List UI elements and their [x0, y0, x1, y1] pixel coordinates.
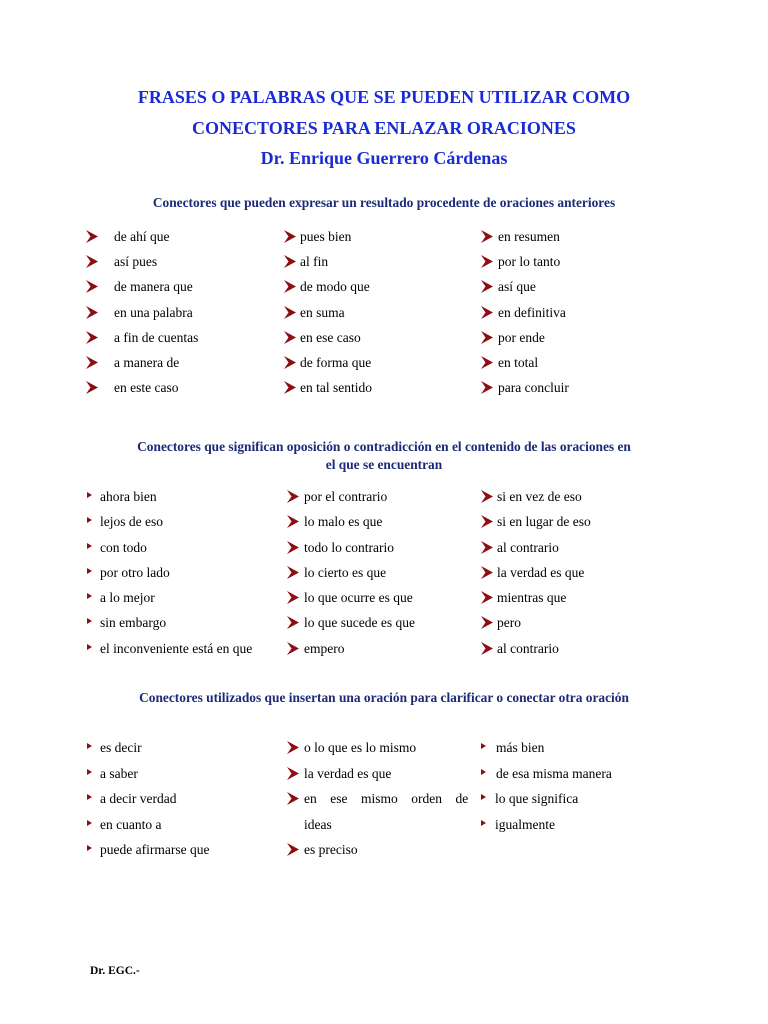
triangle-bullet-icon [481, 743, 486, 749]
list-item: de manera que [86, 278, 193, 295]
chevron-bullet-icon [86, 255, 98, 268]
list-item: lo que significa [481, 790, 578, 807]
chevron-bullet-icon [481, 541, 493, 554]
list-item: si en lugar de eso [481, 513, 591, 530]
chevron-bullet-icon [287, 741, 299, 754]
list-item: por ende [481, 329, 545, 346]
chevron-bullet-icon [86, 331, 98, 344]
triangle-bullet-icon [87, 618, 92, 624]
list-item: el inconveniente está en que [87, 640, 252, 657]
triangle-bullet-icon [87, 492, 92, 498]
list-item: en este caso [86, 379, 178, 396]
triangle-bullet-icon [481, 769, 486, 775]
list-item: por lo tanto [481, 253, 560, 270]
chevron-bullet-icon [287, 541, 299, 554]
list-item: pero [481, 614, 521, 631]
chevron-bullet-icon [481, 331, 493, 344]
list-item: más bien [481, 739, 544, 756]
list-item: lo malo es que [287, 513, 382, 530]
triangle-bullet-icon [87, 517, 92, 523]
list-item: por otro lado [87, 564, 170, 581]
list-item: de forma que [284, 354, 371, 371]
list-item: mientras que [481, 589, 566, 606]
chevron-bullet-icon [284, 230, 296, 243]
list-item: en ese mismo orden de [287, 790, 468, 807]
triangle-bullet-icon [87, 593, 92, 599]
list-item: empero [287, 640, 344, 657]
chevron-bullet-icon [481, 591, 493, 604]
chevron-bullet-icon [287, 792, 299, 805]
list-item: de modo que [284, 278, 370, 295]
chevron-bullet-icon [287, 591, 299, 604]
chevron-bullet-icon [481, 616, 493, 629]
chevron-bullet-icon [86, 381, 98, 394]
chevron-bullet-icon [287, 767, 299, 780]
chevron-bullet-icon [481, 356, 493, 369]
chevron-bullet-icon [284, 255, 296, 268]
list-item-continuation: ideas [304, 817, 332, 832]
list-item: es decir [87, 739, 142, 756]
chevron-bullet-icon [481, 381, 493, 394]
list-item: todo lo contrario [287, 539, 394, 556]
section-2-heading: Conectores que significan oposición o contradicción en el contenido de las oraciones en el que se encuentran [137, 439, 631, 472]
triangle-bullet-icon [87, 820, 92, 826]
list-item: de ahí que [86, 228, 169, 245]
list-item: en tal sentido [284, 379, 372, 396]
triangle-bullet-icon [87, 568, 92, 574]
chevron-bullet-icon [287, 616, 299, 629]
chevron-bullet-icon [481, 642, 493, 655]
chevron-bullet-icon [287, 843, 299, 856]
triangle-bullet-icon [87, 845, 92, 851]
triangle-bullet-icon [481, 820, 486, 826]
chevron-bullet-icon [86, 356, 98, 369]
list-item: lo que sucede es que [287, 614, 415, 631]
list-item: lejos de eso [87, 513, 163, 530]
list-item: así que [481, 278, 536, 295]
list-item: al contrario [481, 640, 559, 657]
chevron-bullet-icon [287, 566, 299, 579]
section-3-heading: Conectores utilizados que insertan una oración para clarificar o conectar otra oración [139, 690, 629, 705]
triangle-bullet-icon [87, 543, 92, 549]
chevron-bullet-icon [284, 381, 296, 394]
list-item: a saber [87, 765, 138, 782]
chevron-bullet-icon [481, 230, 493, 243]
chevron-bullet-icon [287, 490, 299, 503]
list-item: en resumen [481, 228, 560, 245]
list-item: a decir verdad [87, 790, 176, 807]
list-item: lo que ocurre es que [287, 589, 413, 606]
list-item: para concluir [481, 379, 569, 396]
list-item: en total [481, 354, 538, 371]
footer-initials: Dr. EGC.- [90, 965, 140, 977]
chevron-bullet-icon [481, 515, 493, 528]
chevron-bullet-icon [86, 306, 98, 319]
chevron-bullet-icon [481, 490, 493, 503]
list-item: si en vez de eso [481, 488, 582, 505]
list-item: o lo que es lo mismo [287, 739, 416, 756]
page-title-line-2: CONECTORES PARA ENLAZAR ORACIONES [192, 118, 576, 138]
list-item: en ese caso [284, 329, 361, 346]
list-item: en suma [284, 304, 345, 321]
list-item: es preciso [287, 841, 358, 858]
list-item: igualmente [481, 816, 555, 833]
chevron-bullet-icon [86, 230, 98, 243]
list-item: puede afirmarse que [87, 841, 209, 858]
chevron-bullet-icon [284, 331, 296, 344]
triangle-bullet-icon [87, 743, 92, 749]
chevron-bullet-icon [481, 566, 493, 579]
triangle-bullet-icon [87, 794, 92, 800]
chevron-bullet-icon [287, 515, 299, 528]
triangle-bullet-icon [87, 769, 92, 775]
list-item: sin embargo [87, 614, 166, 631]
list-item: de esa misma manera [481, 765, 612, 782]
chevron-bullet-icon [287, 642, 299, 655]
chevron-bullet-icon [86, 280, 98, 293]
list-item: ahora bien [87, 488, 157, 505]
list-item: por el contrario [287, 488, 387, 505]
list-item: en cuanto a [87, 816, 161, 833]
list-item: pues bien [284, 228, 351, 245]
chevron-bullet-icon [284, 280, 296, 293]
section-1-heading: Conectores que pueden expresar un resultado procedente de oraciones anteriores [152, 195, 616, 210]
list-item: la verdad es que [287, 765, 391, 782]
chevron-bullet-icon [481, 280, 493, 293]
author-name: Dr. Enrique Guerrero Cárdenas [260, 148, 508, 168]
triangle-bullet-icon [481, 794, 486, 800]
page-title-line-1: FRASES O PALABRAS QUE SE PUEDEN UTILIZAR COMO [137, 87, 631, 107]
list-item: la verdad es que [481, 564, 584, 581]
list-item: a manera de [86, 354, 179, 371]
list-item: en definitiva [481, 304, 566, 321]
chevron-bullet-icon [284, 356, 296, 369]
list-item: a fin de cuentas [86, 329, 198, 346]
list-item: al fin [284, 253, 328, 270]
triangle-bullet-icon [87, 644, 92, 650]
list-item: lo cierto es que [287, 564, 386, 581]
list-item: al contrario [481, 539, 559, 556]
list-item: así pues [86, 253, 157, 270]
list-item: con todo [87, 539, 147, 556]
chevron-bullet-icon [481, 306, 493, 319]
list-item: en una palabra [86, 304, 193, 321]
list-item: a lo mejor [87, 589, 155, 606]
chevron-bullet-icon [481, 255, 493, 268]
chevron-bullet-icon [284, 306, 296, 319]
